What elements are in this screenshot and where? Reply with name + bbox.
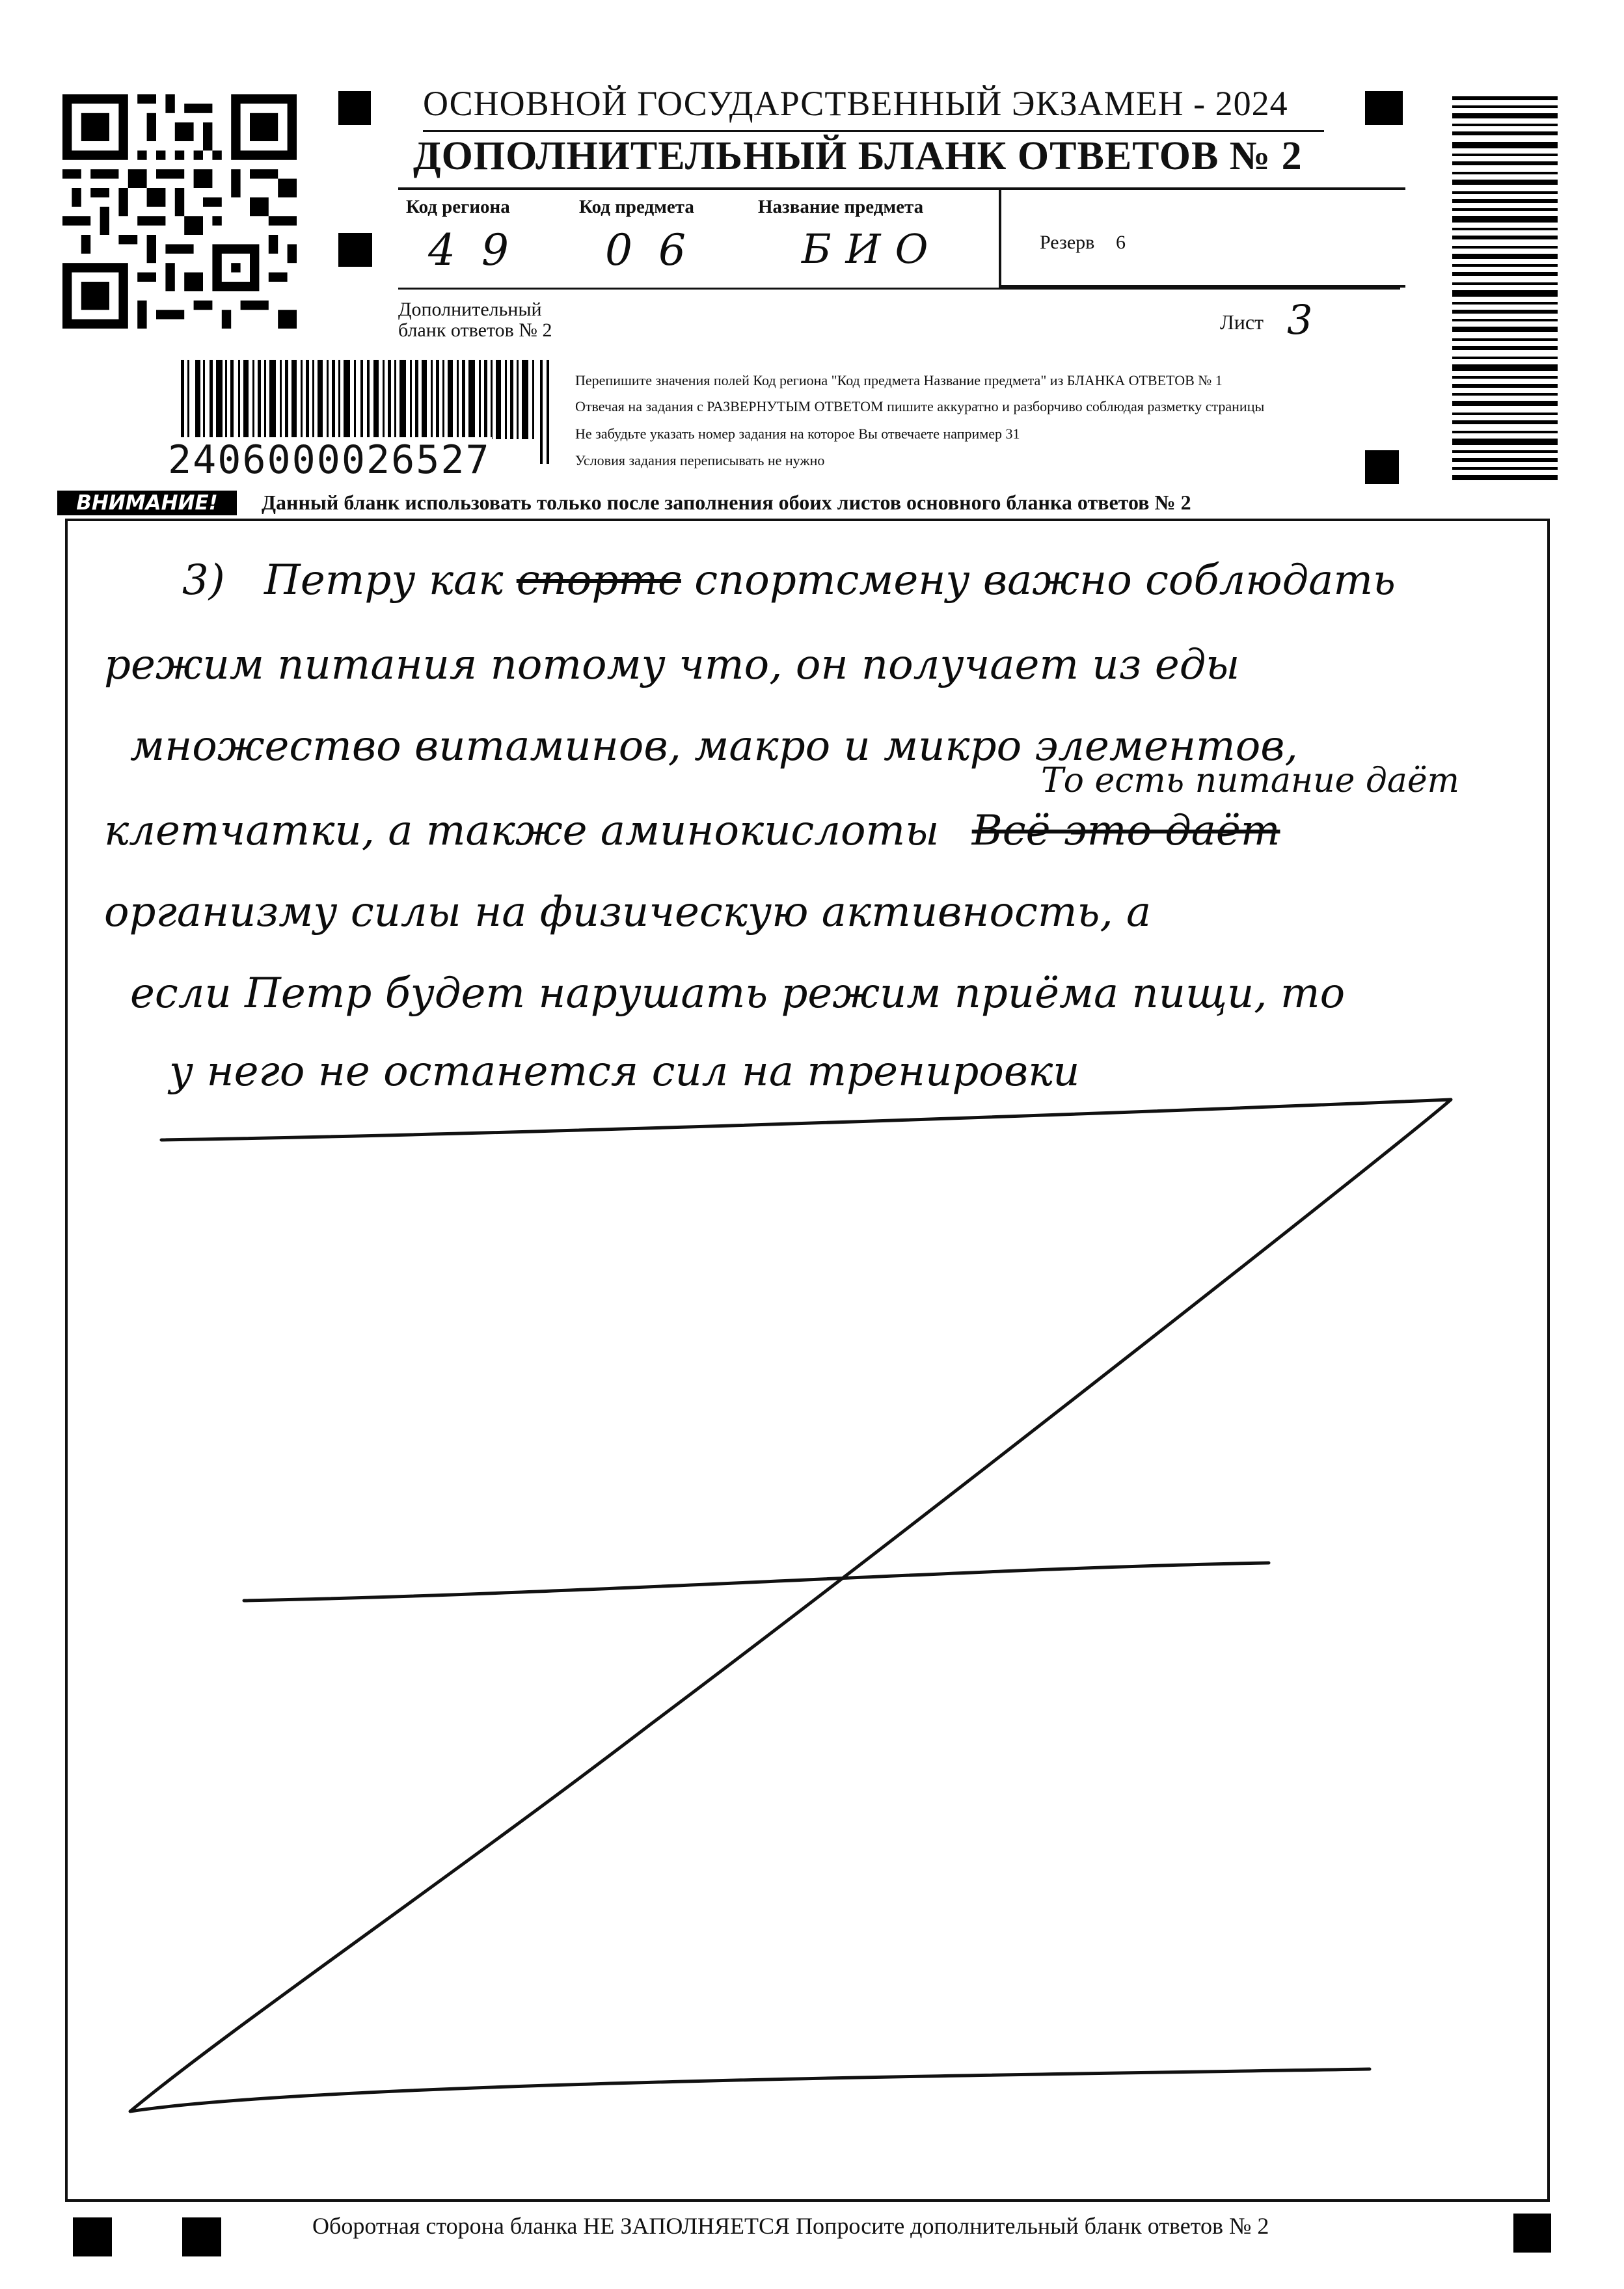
sheet-label: Лист xyxy=(1220,310,1264,334)
region-label: Код региона xyxy=(406,196,510,217)
instruction-3: Не забудьте указать номер задания на которое Вы отвечаете например 31 xyxy=(575,426,1020,442)
answer-line-3: множество витаминов, макро и микро элементов, xyxy=(130,722,1298,770)
struck-text: Всё это даёт xyxy=(971,807,1280,855)
barcode-number: 2406000026527 xyxy=(168,437,491,483)
instruction-1: Перепишите значения полей Код региона "Код предмета Название предмета" из БЛАНКА ОТВЕТОВ № 1 xyxy=(575,372,1223,388)
region-value: 49 xyxy=(428,225,535,275)
attention-text: Данный бланк использовать только после заполнения обоих листов основного бланка ответов № 2 xyxy=(262,491,1191,514)
subject-name-value: БИО xyxy=(802,225,943,273)
answer-line-6: если Петр будет нарушать режим приёма пищи, то xyxy=(130,969,1346,1018)
answer-text: клетчатки, а также аминокислоты xyxy=(104,807,940,855)
instruction-4: Условия задания переписывать не нужно xyxy=(575,452,825,468)
attention-badge: ВНИМАНИЕ! xyxy=(57,491,237,515)
answer-line-5: организму силы на физическую активность, а xyxy=(104,888,1152,936)
subject-code-value: 06 xyxy=(605,225,712,275)
footer-note: Оборотная сторона бланка НЕ ЗАПОЛНЯЕТСЯ Попросите дополнительный бланк ответов № 2 xyxy=(312,2213,1269,2239)
subject-code-label: Код предмета xyxy=(579,196,694,217)
sheet-value: 3 xyxy=(1287,296,1313,344)
answer-text: спортсмену важно соблюдать xyxy=(694,556,1396,604)
answer-line-7: у него не останется сил на тренировки xyxy=(169,1048,1080,1096)
exam-title: ОСНОВНОЙ ГОСУДАРСТВЕННЫЙ ЭКЗАМЕН - 2024 xyxy=(423,84,1288,123)
answer-line-2: режим питания потому что, он получает из еды xyxy=(104,641,1240,689)
task-number: 3) xyxy=(182,556,225,604)
struck-text: спортс xyxy=(516,556,681,604)
reserve-value: 6 xyxy=(1116,232,1126,253)
answer-insert: То есть питание даёт xyxy=(1041,761,1459,800)
form-title: ДОПОЛНИТЕЛЬНЫЙ БЛАНК ОТВЕТОВ № 2 xyxy=(413,134,1303,178)
extra-form-label-line1: Дополнительный xyxy=(398,299,542,320)
subject-name-label: Название предмета xyxy=(758,196,924,217)
extra-form-label-line2: бланк ответов № 2 xyxy=(398,319,552,341)
instruction-2: Отвечая на задания с РАЗВЕРНУТЫМ ОТВЕТОМ пишите аккуратно и разборчиво соблюдая разметку страницы xyxy=(575,398,1265,414)
answer-text: Петру как xyxy=(264,556,504,604)
reserve-label: Резерв xyxy=(1040,232,1095,253)
